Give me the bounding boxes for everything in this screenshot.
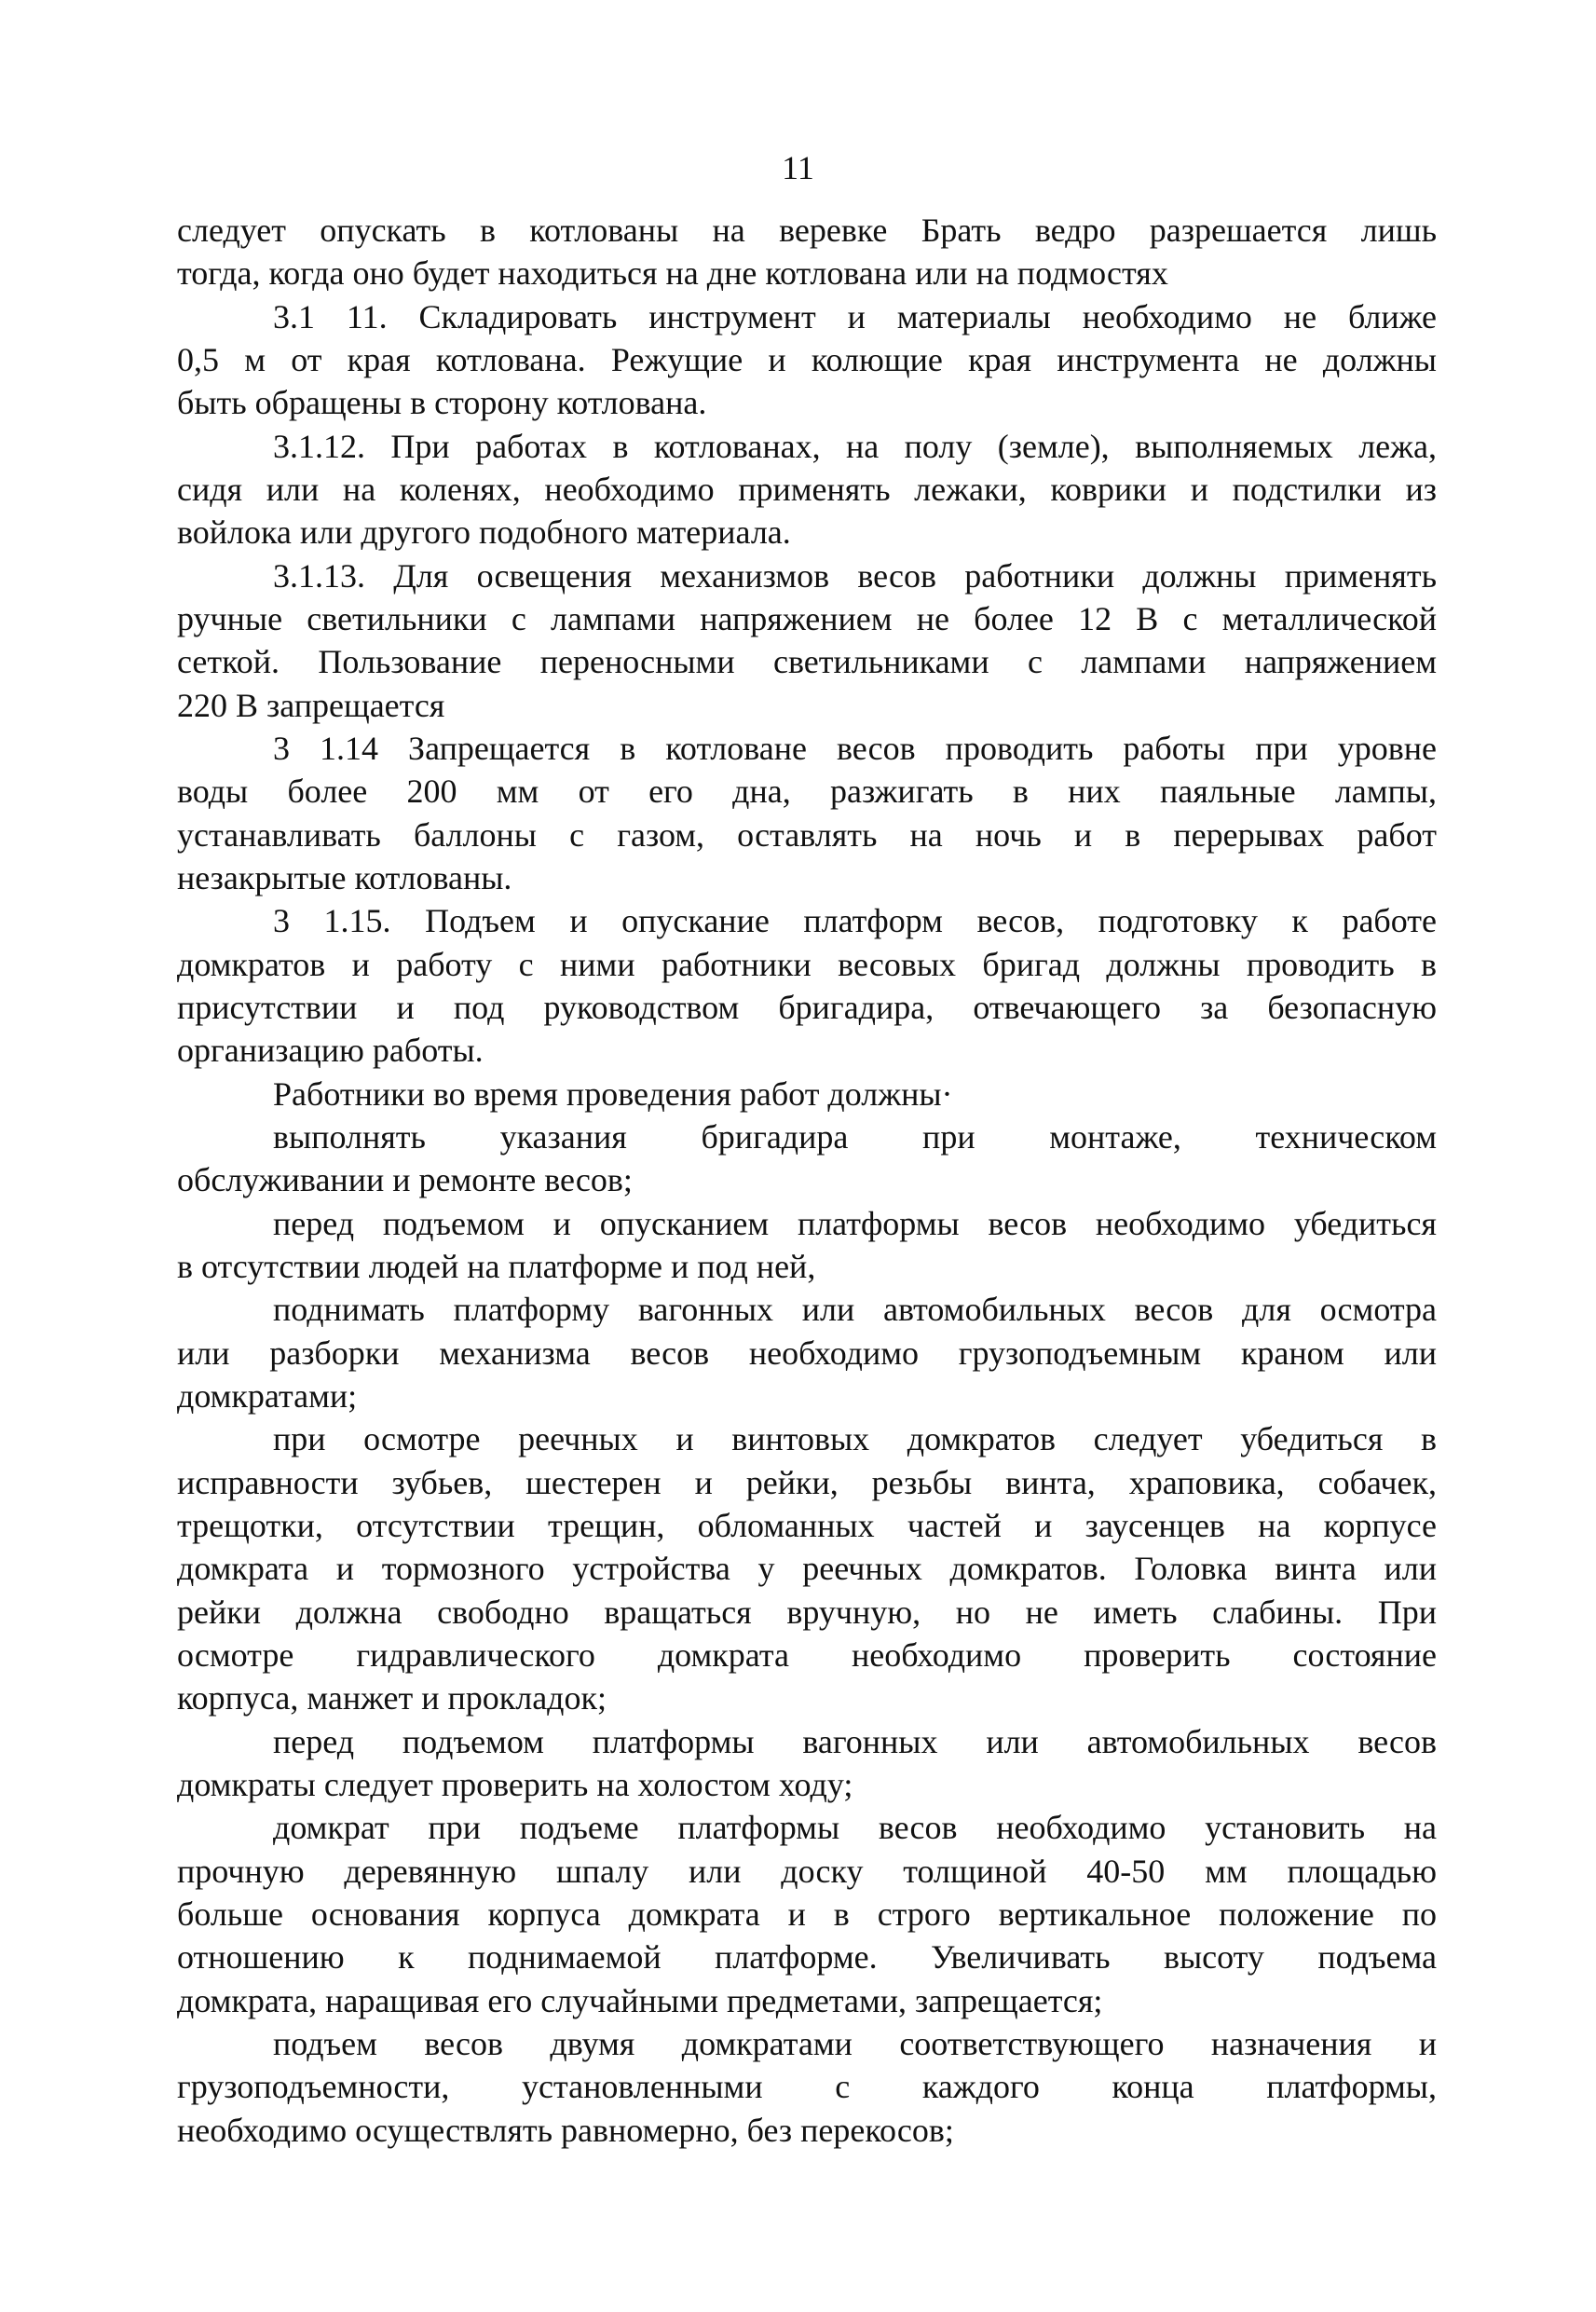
text-line: сеткой. Пользование переносными светильниками с лампами напряжением: [177, 643, 1437, 680]
text-line: корпуса, манжет и прокладок;: [177, 1679, 607, 1717]
text-line: 220 В запрещается: [177, 687, 445, 724]
text-line: домкрат при подъеме платформы весов необходимо установить на: [273, 1809, 1437, 1846]
text-line: 3.1.12. При работах в котлованах, на полу (земле), выполняемых лежа,: [273, 428, 1437, 465]
text-line: домкраты следует проверить на холостом ходу;: [177, 1766, 853, 1803]
text-line: прочную деревянную шпалу или доску толщиной 40-50 мм площадью: [177, 1853, 1437, 1890]
text-line: домкрата и тормозного устройства у реечных домкратов. Головка винта или: [177, 1550, 1437, 1587]
text-line: незакрытые котлованы.: [177, 859, 512, 896]
text-line: тогда, когда оно будет находиться на дне котлована или на подмостях: [177, 254, 1168, 292]
text-line: осмотре гидравлического домкрата необходимо проверить состояние: [177, 1636, 1437, 1674]
text-line: или разборки механизма весов необходимо грузоподъемным краном или: [177, 1334, 1437, 1372]
text-line: больше основания корпуса домкрата и в строго вертикальное положение по: [177, 1895, 1437, 1933]
text-line: 3.1.13. Для освещения механизмов весов работники должны применять: [273, 557, 1437, 595]
text-line: необходимо осуществлять равномерно, без перекосов;: [177, 2112, 954, 2149]
text-line: выполнять указания бригадира при монтаже, техническом: [273, 1118, 1437, 1156]
text-line: перед подъемом платформы вагонных или автомобильных весов: [273, 1723, 1437, 1760]
text-line: исправности зубьев, шестерен и рейки, резьбы винта, храповика, собачек,: [177, 1464, 1437, 1501]
text-line: поднимать платформу вагонных или автомобильных весов для осмотра: [273, 1291, 1437, 1328]
text-line: грузоподъемности, установленными с каждого конца платформы,: [177, 2068, 1437, 2105]
text-line: рейки должна свободно вращаться вручную, но не иметь слабины. При: [177, 1594, 1437, 1631]
text-line: в отсутствии людей на платформе и под ней,: [177, 1248, 816, 1285]
text-line: отношению к поднимаемой платформе. Увеличивать высоту подъема: [177, 1938, 1437, 1976]
text-line: Работники во время проведения работ должны·: [273, 1075, 953, 1113]
text-line: обслуживании и ремонте весов;: [177, 1161, 633, 1198]
text-line: подъем весов двумя домкратами соответствующего назначения и: [273, 2025, 1437, 2062]
text-line: домкрата, наращивая его случайными предметами, запрещается;: [177, 1982, 1103, 2019]
text-line: 3.1 11. Складировать инструмент и материалы необходимо не ближе: [273, 298, 1437, 335]
text-line: ручные светильники с лампами напряжением не более 12 В с металлической: [177, 600, 1437, 637]
text-line: быть обращены в сторону котлована.: [177, 384, 707, 421]
text-line: воды более 200 мм от его дна, разжигать в них паяльные лампы,: [177, 773, 1437, 810]
text-line: войлока или другого подобного материала.: [177, 513, 791, 551]
text-line: перед подъемом и опусканием платформы весов необходимо убедиться: [273, 1205, 1437, 1242]
text-line: 3 1.14 Запрещается в котловане весов проводить работы при уровне: [273, 730, 1437, 767]
text-line: 0,5 м от края котлована. Режущие и колющие края инструмента не должны: [177, 341, 1437, 378]
text-line: следует опускать в котлованы на веревке Брать ведро разрешается лишь: [177, 212, 1437, 249]
text-line: сидя или на коленях, необходимо применять лежаки, коврики и подстилки из: [177, 471, 1437, 508]
text-line: домкратами;: [177, 1377, 358, 1415]
page-number: 11: [782, 149, 814, 186]
text-line: трещотки, отсутствии трещин, обломанных частей и заусенцев на корпусе: [177, 1507, 1437, 1544]
text-line: 3 1.15. Подъем и опускание платформ весов, подготовку к работе: [273, 902, 1437, 939]
text-line: устанавливать баллоны с газом, оставлять на ночь и в перерывах работ: [177, 816, 1437, 854]
text-line: присутствии и под руководством бригадира, отвечающего за безопасную: [177, 989, 1437, 1026]
text-line: при осмотре реечных и винтовых домкратов следует убедиться в: [273, 1420, 1437, 1457]
text-line: домкратов и работу с ними работники весовых бригад должны проводить в: [177, 946, 1437, 983]
text-line: организацию работы.: [177, 1032, 484, 1069]
